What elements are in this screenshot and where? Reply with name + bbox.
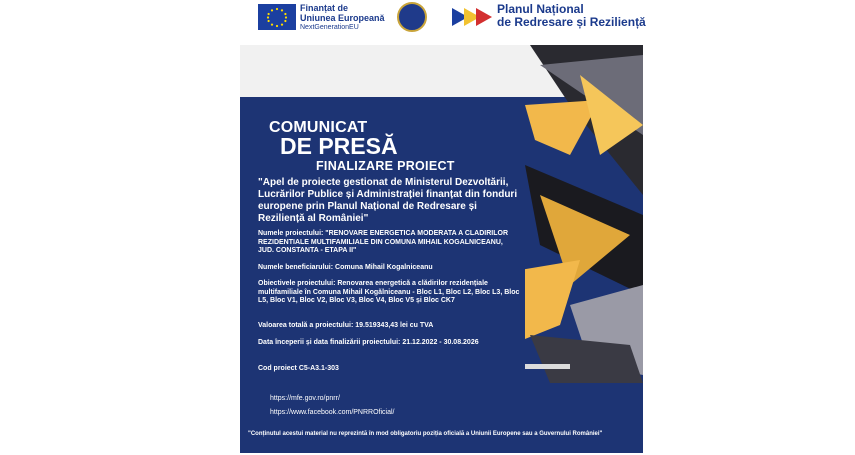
eu-funding-text [300,3,385,33]
comunicat-heading: COMUNICAT [269,119,368,136]
mfe-link[interactable]: https://mfe.gov.ro/pnrr/ [270,395,340,402]
pnrr-title [497,3,646,29]
de-presa-heading: DE PRESĂ [280,133,398,159]
disclaimer: "Conținutul acestui material nu reprezintă în mod obligatoriu poziția oficială a Uniunii Europene sau a Guvernului României" [248,431,603,437]
apel-text: "Apel de proiecte gestionat de Ministerul Dezvoltării, Lucrărilor Publice și Administrației finanțat din fonduri europene prin Planul Național de Redresare și Reziliență al României" [258,177,518,224]
eu-line-1: Finanțat de [300,3,349,13]
government-seal-icon [397,2,427,32]
finalizare-heading: FINALIZARE PROIECT [316,159,455,173]
eu-line-3: NextGenerationEU [300,24,359,31]
pnrr-logo-icon [452,6,492,28]
project-name: Numele proiectului: "RENOVARE ENERGETICA MODERATA A CLADIRILOR REZIDENTIALE MULTIFAMILIALE DIN COMUNA MIHAIL KOGALNICEANU, JUD. CONSTANTA - ETAPA II" [258,230,509,254]
project-code: Cod proiect C5-A3.1-303 [258,365,339,372]
press-release-poster [240,45,643,453]
eu-flag-icon [258,4,296,30]
project-dates: Data începerii și data finalizării proiectului: 21.12.2022 - 30.08.2026 [258,339,479,346]
total-value: Valoarea totală a proiectului: 19.519343,43 lei cu TVA [258,322,434,329]
beneficiary: Numele beneficiarului: Comuna Mihail Kogalniceanu [258,264,433,271]
header-logos [0,0,855,40]
eu-line-2: Uniunea Europeană [300,13,385,23]
objectives: Obiectivele proiectului: Renovarea energetică a clădirilor rezidențiale multifamiliale în Comuna Mihail Kogălniceanu - Bloc L1, Bloc L2, Bloc L3, Bloc L5, Bloc V1, Bloc V2, Bloc V3, Bloc V4, Bloc V5 și Bloc CK7 [258,280,520,304]
facebook-link[interactable]: https://www.facebook.com/PNRROficial/ [270,409,395,416]
pnrr-line-1: Planul Național [497,2,584,16]
pnrr-line-2: de Redresare și Reziliență [497,15,646,29]
